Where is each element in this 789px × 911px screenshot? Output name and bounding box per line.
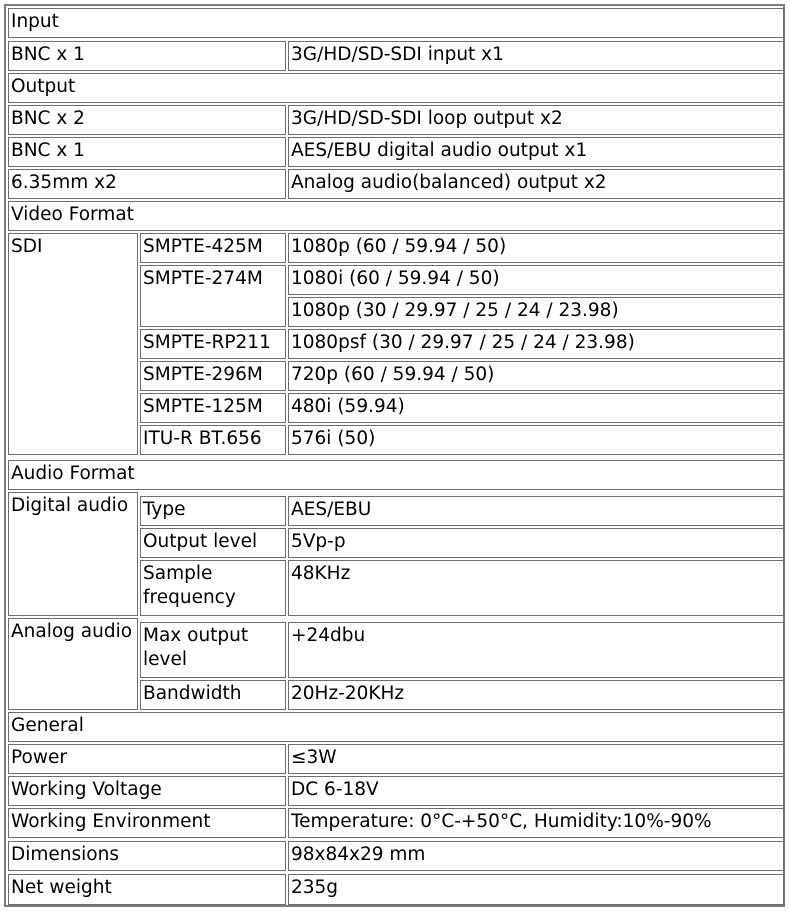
digital-audio-value: 5Vp-p [288, 528, 784, 558]
digital-audio-key: Type [140, 496, 286, 526]
output-heading: Output [8, 73, 784, 103]
video-group-label: SDI [8, 233, 138, 455]
video-standard: SMPTE-RP211 [140, 329, 286, 359]
general-heading: General [8, 712, 784, 742]
video-format-value: 1080i (60 / 59.94 / 50) [288, 265, 784, 295]
analog-audio-label: Analog audio [8, 618, 138, 710]
general-row-label: Net weight [8, 874, 286, 905]
output-row-value: 3G/HD/SD-SDI loop output x2 [288, 105, 784, 135]
output-row-label: BNC x 1 [8, 137, 286, 167]
analog-audio-value: +24dbu [288, 622, 784, 678]
video-standard: ITU-R BT.656 [140, 425, 286, 455]
input-heading: Input [8, 8, 784, 38]
digital-audio-value: 48KHz [288, 560, 784, 616]
video-format-value: 1080p (60 / 59.94 / 50) [288, 233, 784, 263]
general-row-value: 235g [288, 874, 784, 905]
analog-audio-key: Max output level [140, 622, 286, 678]
digital-audio-key: Sample frequency [140, 560, 286, 616]
general-row-value: DC 6-18V [288, 776, 784, 806]
output-row-value: AES/EBU digital audio output x1 [288, 137, 784, 167]
video-standard: SMPTE-274M [140, 265, 286, 327]
analog-audio-key: Bandwidth [140, 680, 286, 710]
audio-format-heading: Audio Format [8, 460, 784, 490]
digital-audio-key: Output level [140, 528, 286, 558]
video-standard: SMPTE-425M [140, 233, 286, 263]
video-standard: SMPTE-125M [140, 393, 286, 423]
general-row-value: ≤3W [288, 744, 784, 774]
output-row-label: 6.35mm x2 [8, 169, 286, 199]
general-row-value: Temperature: 0°C-+50°C, Humidity:10%-90% [288, 808, 784, 838]
spec-table [4, 4, 785, 907]
video-format-value: 1080p (30 / 29.97 / 25 / 24 / 23.98) [288, 297, 784, 327]
video-format-value: 720p (60 / 59.94 / 50) [288, 361, 784, 391]
analog-audio-value: 20Hz-20KHz [288, 680, 784, 710]
video-format-value: 576i (50) [288, 425, 784, 455]
general-row-value: 98x84x29 mm [288, 841, 784, 871]
digital-audio-value: AES/EBU [288, 496, 784, 526]
input-bnc-value: 3G/HD/SD-SDI input x1 [288, 41, 784, 71]
output-row-label: BNC x 2 [8, 105, 286, 135]
output-row-value: Analog audio(balanced) output x2 [288, 169, 784, 199]
digital-audio-label: Digital audio [8, 492, 138, 616]
video-standard: SMPTE-296M [140, 361, 286, 391]
general-row-label: Dimensions [8, 841, 286, 871]
video-format-value: 1080psf (30 / 29.97 / 25 / 24 / 23.98) [288, 329, 784, 359]
video-format-heading: Video Format [8, 201, 784, 231]
general-row-label: Working Environment [8, 808, 286, 838]
general-row-label: Power [8, 744, 286, 774]
general-row-label: Working Voltage [8, 776, 286, 806]
video-format-value: 480i (59.94) [288, 393, 784, 423]
input-bnc-label: BNC x 1 [8, 41, 286, 71]
